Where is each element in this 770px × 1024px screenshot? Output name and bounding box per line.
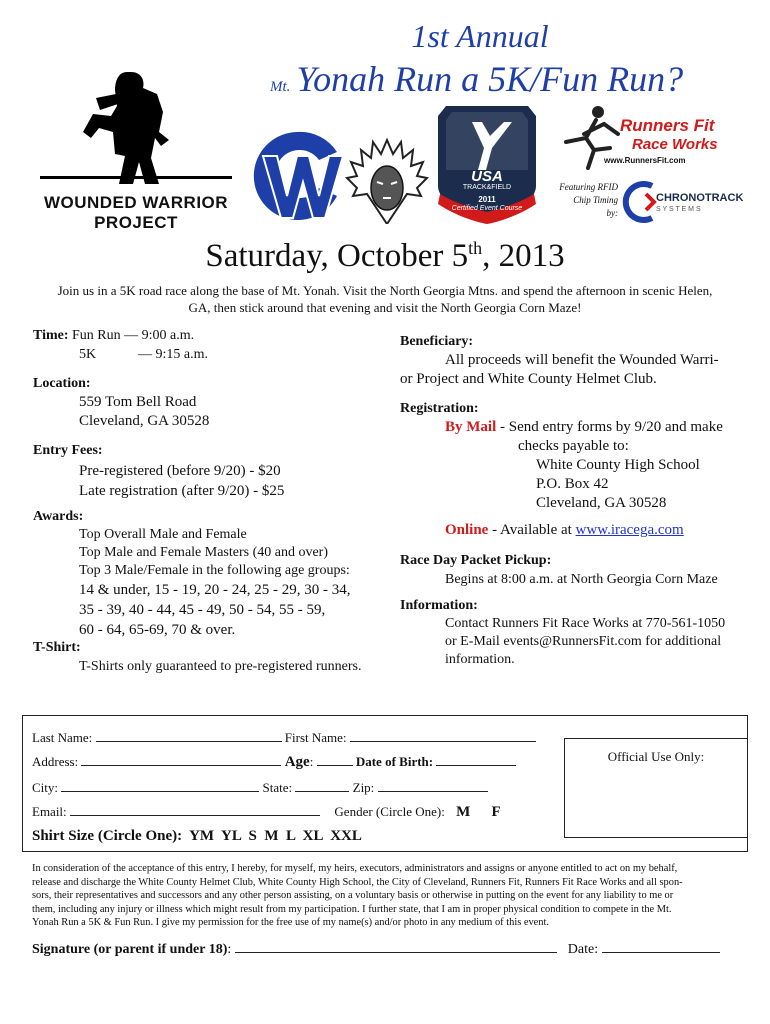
awards-label: Awards:: [33, 509, 84, 524]
tshirt-section: [33, 638, 413, 676]
wc-logo: [243, 126, 351, 224]
zip-label: Zip:: [352, 780, 375, 795]
usatf-year: 2011: [478, 195, 496, 204]
awards-line4: 14 & under, 15 - 19, 20 - 24, 25 - 29, 30 - 34,: [79, 582, 351, 598]
beneficiary-line1: All proceeds will benefit the Wounded Warri-: [445, 352, 719, 368]
date-label: Date:: [567, 942, 599, 957]
mail-line2: checks payable to:: [518, 438, 629, 454]
email-label: Email:: [32, 804, 67, 819]
email-row: [32, 803, 501, 821]
gender-f-option[interactable]: F: [491, 804, 501, 820]
rf-line1: Runners Fit: [620, 116, 715, 135]
rfid-line1: Featuring RFID: [559, 182, 618, 192]
rf-line2: Race Works: [632, 136, 718, 153]
fees-label: Entry Fees:: [33, 443, 103, 458]
wwp-text1: WOUNDED WARRIOR: [43, 193, 229, 212]
online-label: Online: [445, 522, 489, 538]
location-line1: 559 Tom Bell Road: [79, 394, 197, 410]
signature-field[interactable]: [235, 940, 557, 953]
pickup-section: [400, 551, 760, 589]
fees-line2: Late registration (after 9/20) - $25: [79, 483, 285, 499]
address-label: Address:: [32, 754, 79, 769]
chrono-subtext: S Y S T E M S: [656, 206, 701, 213]
email-field[interactable]: [70, 803, 320, 816]
title-main: Yonah Run a 5K/Fun Run?: [296, 59, 684, 99]
last-name-label: Last Name:: [32, 730, 93, 745]
mail-address3: Cleveland, GA 30528: [536, 495, 667, 511]
time-5k: 5K: [79, 347, 97, 362]
intro-text: Join us in a 5K road race along the base of Mt. Yonah. Visit the North Georgia Mtns. and spend the afternoon in scenic Helen, GA, then stick around that evening and visit the North Georgia Corn Maze!: [57, 283, 713, 315]
beneficiary-line2: or Project and White County Helmet Club.: [400, 371, 657, 387]
tshirt-label: T-Shirt:: [33, 640, 81, 655]
signature-label: Signature (or parent if under 18): [32, 942, 228, 957]
location-label: Location:: [33, 376, 91, 391]
usatf-logo: [432, 102, 542, 226]
time-5k-value: — 9:15 a.m.: [138, 347, 208, 362]
mail-address1: White County High School: [536, 457, 700, 473]
wwp-text2: PROJECT: [94, 213, 178, 232]
tshirt-line1: T-Shirts only guaranteed to pre-registered runners.: [79, 659, 362, 674]
awards-line2: Top Male and Female Masters (40 and over): [79, 545, 328, 560]
official-use-box: [564, 738, 748, 838]
name-row: [32, 729, 536, 746]
city-row: [32, 779, 488, 796]
form-left-border: [22, 715, 23, 852]
first-name-field[interactable]: [350, 729, 536, 742]
city-label: City:: [32, 780, 59, 795]
shirt-size-options[interactable]: YM YL S M L XL XXL: [189, 828, 362, 844]
usatf-subtext: TRACK&FIELD: [462, 184, 512, 191]
online-line: [445, 522, 684, 539]
gender-label: Gender (Circle One):: [334, 804, 445, 819]
awards-line3: Top 3 Male/Female in the following age groups:: [79, 563, 350, 578]
address-field[interactable]: [81, 753, 281, 766]
date-field[interactable]: [602, 940, 720, 953]
beneficiary-section: [400, 332, 750, 389]
title-mt: Mt.: [270, 79, 291, 95]
address-row: Address: Age: Date of Birth:: [32, 753, 516, 771]
soldier-silhouette-icon: [36, 68, 236, 186]
info-line3: information.: [445, 652, 515, 667]
first-name-label: First Name:: [284, 730, 347, 745]
wwp-logo: [36, 68, 236, 232]
chronotrack-logo: [622, 178, 742, 228]
form-top-border: [22, 715, 748, 716]
rfid-note: [548, 181, 618, 220]
usatf-certified: Certified Event Course: [451, 205, 523, 212]
rfid-line2: Chip Timing: [573, 195, 618, 205]
online-link[interactable]: www.iracega.com: [575, 522, 684, 538]
info-label: Information:: [400, 598, 478, 613]
event-date: Saturday, October 5th, 2013: [205, 238, 565, 274]
registration-label: Registration:: [400, 401, 479, 416]
info-section: [400, 597, 760, 669]
awards-line6: 60 - 64, 65-69, 70 & over.: [79, 622, 236, 638]
online-text: - Available at: [488, 522, 576, 538]
zip-field[interactable]: [378, 779, 488, 792]
indian-mascot-logo: [343, 132, 431, 224]
state-field[interactable]: [295, 779, 349, 792]
info-line1: Contact Runners Fit Race Works at 770-561-1050: [445, 616, 726, 631]
fees-line1: Pre-registered (before 9/20) - $20: [79, 463, 281, 479]
pickup-label: Race Day Packet Pickup:: [400, 553, 552, 568]
title-line2: [270, 58, 683, 100]
location-line2: Cleveland, GA 30528: [79, 413, 210, 429]
time-section: [33, 326, 393, 364]
location-section: [33, 374, 393, 431]
registration-section: [400, 399, 760, 513]
age-field[interactable]: [317, 753, 353, 766]
signature-row: Signature (or parent if under 18): Date:: [32, 940, 720, 958]
rf-url: www.RunnersFit.com: [604, 156, 686, 165]
awards-section: [33, 508, 393, 640]
waiver-text: In consideration of the acceptance of this entry, I hereby, for myself, my heirs, executors, administrators and assigns or anyone entitled to act on my behalf, release and discharge the White County Helmet Club, White County High School, the City of Cleveland, Runners Fit, Runners Fit Race Works and all spon- sors, their representatives and successors and any other person assisting, on a voluntary basis or otherwise in putting on the event for any liability to me or them, including any injury or illness which might result from my participation. I further state, that I am in proper physical condition to compete in the Mt. Yonah Run a 5K & Fun Run. I give my permission for the free use of my name(s) and/or photo in any medium of this event.: [32, 863, 683, 928]
mail-text: - Send entry forms by 9/20 and make: [496, 419, 723, 435]
form-bottom-border: [22, 851, 748, 852]
chrono-text: CHRONOTRACK: [656, 192, 744, 204]
awards-line1: Top Overall Male and Female: [79, 527, 247, 542]
info-line2: or E-Mail events@RunnersFit.com for additional: [445, 634, 722, 649]
chronotrack-icon: [622, 180, 658, 224]
title-line1: 1st Annual: [411, 18, 549, 54]
mail-address2: P.O. Box 42: [536, 476, 609, 492]
runnersfit-logo: [558, 104, 738, 174]
awards-line5: 35 - 39, 40 - 44, 45 - 49, 50 - 54, 55 - 59,: [79, 602, 326, 618]
time-label: Time:: [33, 328, 69, 343]
shirt-row: [32, 828, 362, 845]
pickup-line1: Begins at 8:00 a.m. at North Georgia Corn Maze: [445, 572, 718, 587]
gender-m-option[interactable]: M: [456, 804, 471, 820]
shirt-label: Shirt Size (Circle One):: [32, 828, 183, 844]
by-mail-label: By Mail: [445, 419, 497, 435]
usatf-text: USA: [471, 168, 503, 185]
city-field[interactable]: [61, 779, 259, 792]
rfid-line3: by:: [606, 208, 618, 218]
time-fun-run: Fun Run — 9:00 a.m.: [72, 328, 195, 343]
official-use-label: Official Use Only:: [607, 749, 705, 764]
dob-field[interactable]: [436, 753, 516, 766]
fees-section: [33, 441, 393, 501]
beneficiary-label: Beneficiary:: [400, 334, 474, 349]
last-name-field[interactable]: [96, 729, 282, 742]
dob-label: Date of Birth:: [355, 754, 434, 769]
age-label: Age: [284, 754, 310, 770]
headdress-icon: [343, 132, 431, 224]
state-label: State:: [262, 780, 293, 795]
